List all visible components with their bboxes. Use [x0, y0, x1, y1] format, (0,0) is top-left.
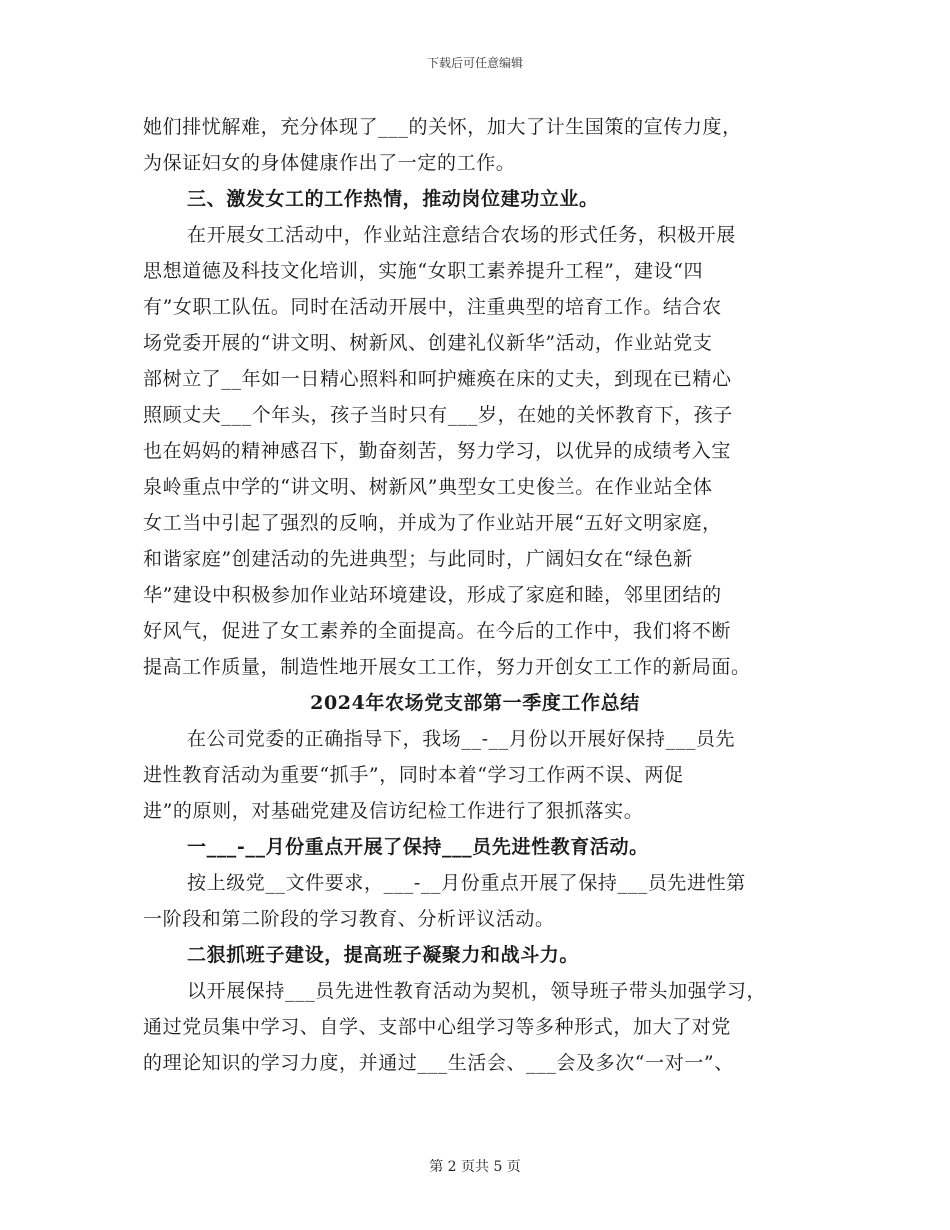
paragraph-line: 泉岭重点中学的“讲文明、树新风”典型女工史俊兰。在作业站全体: [143, 476, 713, 498]
paragraph-line: 进”的原则，对基础党建及信访纪检工作进行了狠抓落实。: [143, 800, 644, 822]
section-heading: 三、激发女工的工作热情，推动岗位建功立业。: [187, 188, 599, 210]
paragraph-line: 华”建设中积极参加作业站环境建设，形成了家庭和睦，邻里团结的: [143, 584, 722, 606]
paragraph-line: 通过党员集中学习、自学、支部中心组学习等多种形式，加大了对党: [143, 1016, 732, 1038]
section-heading: 二狠抓班子建设，提高班子凝聚力和战斗力。: [187, 944, 580, 966]
paragraph-line: 思想道德及科技文化培训，实施“女职工素养提升工程”，建设“四: [143, 260, 704, 282]
document-title: 2024年农场党支部第一季度工作总结: [310, 692, 640, 714]
paragraph-line: 进性教育活动为重要“抓手”，同时本着“学习工作两不误、两促: [143, 764, 684, 786]
paragraph-line: 的理论知识的学习力度，并通过___生活会、___会及多次“一对一”、: [143, 1052, 734, 1074]
paragraph-line: 和谐家庭”创建活动的先进典型；与此同时，广阔妇女在“绿色新: [143, 548, 693, 570]
paragraph-line: 她们排忧解难，充分体现了___的关怀，加大了计生国策的宣传力度，: [143, 116, 742, 138]
paragraph-line: 提高工作质量，制造性地开展女工工作，努力开创女工工作的新局面。: [143, 656, 751, 678]
paragraph-line: 好风气，促进了女工素养的全面提高。在今后的工作中，我们将不断: [143, 620, 732, 642]
paragraph-line: 有”女职工队伍。同时在活动开展中，注重典型的培育工作。结合农: [143, 296, 722, 318]
paragraph-line: 以开展保持___员先进性教育活动为契机，领导班子带头加强学习，: [187, 980, 767, 1002]
paragraph-line: 按上级党__文件要求，___-__月份重点开展了保持___员先进性第: [187, 872, 746, 894]
paragraph-line: 场党委开展的“讲文明、树新风、创建礼仪新华”活动，作业站党支: [143, 332, 713, 354]
paragraph-line: 女工当中引起了强烈的反响，并成为了作业站开展“五好文明家庭，: [143, 512, 722, 534]
paragraph-line: 照顾丈夫___个年头，孩子当时只有___岁，在她的关怀教育下，孩子: [143, 404, 733, 426]
page-header: 下载后可任意编辑: [426, 56, 523, 70]
page-footer: 第 2 页共 5 页: [429, 1159, 521, 1175]
paragraph-line: 在公司党委的正确指导下，我场__-__月份以开展好保持___员先: [187, 728, 736, 750]
section-heading: 一___-__月份重点开展了保持___员先进性教育活动。: [187, 836, 649, 858]
paragraph-line: 在开展女工活动中，作业站注意结合农场的形式任务，积极开展: [187, 224, 736, 246]
paragraph-line: 也在妈妈的精神感召下，勤奋刻苦，努力学习，以优异的成绩考入宝: [143, 440, 732, 462]
paragraph-line: 部树立了__年如一日精心照料和呵护瘫痪在床的丈夫，到现在已精心: [143, 368, 732, 390]
paragraph-line: 一阶段和第二阶段的学习教育、分析评议活动。: [143, 908, 555, 930]
paragraph-line: 为保证妇女的身体健康作出了一定的工作。: [143, 152, 516, 174]
